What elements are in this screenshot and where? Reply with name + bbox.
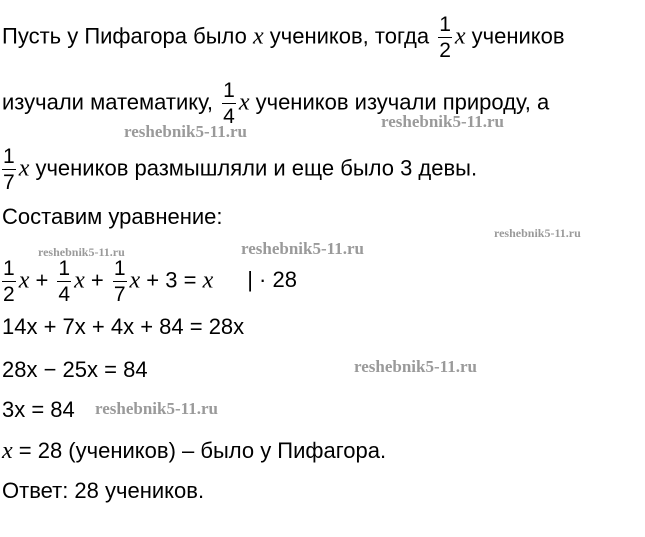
- problem-line-2: [2, 80, 549, 127]
- fraction-denominator: 2: [3, 283, 15, 306]
- fraction-numerator: 1: [223, 79, 235, 102]
- variable-x: x: [202, 267, 214, 294]
- plus-sign: +: [29, 267, 55, 293]
- variable-x: x: [129, 267, 141, 294]
- watermark: reshebnik5-11.ru: [38, 245, 125, 259]
- watermark: reshebnik5-11.ru: [354, 357, 477, 376]
- fraction-numerator: 1: [439, 13, 451, 36]
- watermark: reshebnik5-11.ru: [381, 112, 504, 131]
- watermark: reshebnik5-11.ru: [241, 239, 364, 258]
- heading-text: Составим уравнение:: [2, 204, 223, 229]
- fraction-one-quarter: [57, 258, 71, 305]
- multiplier-note: | · 28: [247, 267, 297, 293]
- fraction-numerator: 1: [3, 257, 15, 280]
- equation-text: 14x + 7x + 4x + 84 = 28x: [2, 314, 245, 339]
- problem-line-3: [2, 146, 477, 193]
- equation-1: [2, 258, 297, 305]
- problem-line-1: [2, 14, 565, 61]
- equation-5: [2, 438, 386, 464]
- variable-x: x: [252, 23, 264, 50]
- watermark: reshebnik5-11.ru: [124, 122, 247, 141]
- equation-text: 28x − 25x = 84: [2, 357, 148, 382]
- text-segment: учеников, тогда: [263, 23, 436, 49]
- fraction-numerator: 1: [113, 257, 126, 280]
- section-heading: [2, 204, 222, 230]
- text-segment: учеников изучали природу, а: [249, 89, 550, 115]
- equation-rest: + 3 =: [140, 267, 203, 293]
- variable-x: x: [18, 155, 30, 182]
- equation-text: 3x = 84: [2, 397, 75, 422]
- fraction-numerator: 1: [3, 145, 15, 168]
- fraction-one-half: [2, 258, 16, 305]
- equation-4: [2, 397, 75, 423]
- fraction-one-quarter: [222, 80, 236, 127]
- equation-2: [2, 314, 244, 340]
- variable-x: x: [454, 23, 466, 50]
- fraction-denominator: 7: [113, 283, 126, 306]
- plus-sign: +: [84, 267, 110, 293]
- text-segment: изучали математику,: [2, 89, 220, 115]
- text-segment: учеников: [465, 23, 565, 49]
- text-segment: Пусть у Пифагора было: [2, 23, 253, 49]
- fraction-denominator: 7: [3, 171, 15, 194]
- watermark: reshebnik5-11.ru: [95, 399, 218, 418]
- answer-line: [2, 478, 204, 504]
- variable-x: x: [238, 89, 250, 116]
- fraction-denominator: 4: [223, 105, 235, 128]
- watermark: reshebnik5-11.ru: [494, 226, 581, 240]
- fraction-one-seventh: [113, 258, 127, 305]
- answer-text: Ответ: 28 учеников.: [2, 478, 205, 503]
- fraction-one-seventh: [2, 146, 16, 193]
- variable-x: x: [74, 267, 85, 294]
- equation-3: [2, 357, 148, 383]
- fraction-one-half: [438, 14, 452, 61]
- fraction-denominator: 4: [58, 283, 71, 306]
- fraction-denominator: 2: [439, 39, 451, 62]
- fraction-numerator: 1: [58, 257, 71, 280]
- equation-text: = 28 (учеников) – было у Пифагора.: [12, 438, 387, 463]
- text-segment: учеников размышляли и еще было 3 девы.: [29, 155, 478, 181]
- variable-x: x: [18, 267, 30, 294]
- variable-x: x: [2, 438, 13, 464]
